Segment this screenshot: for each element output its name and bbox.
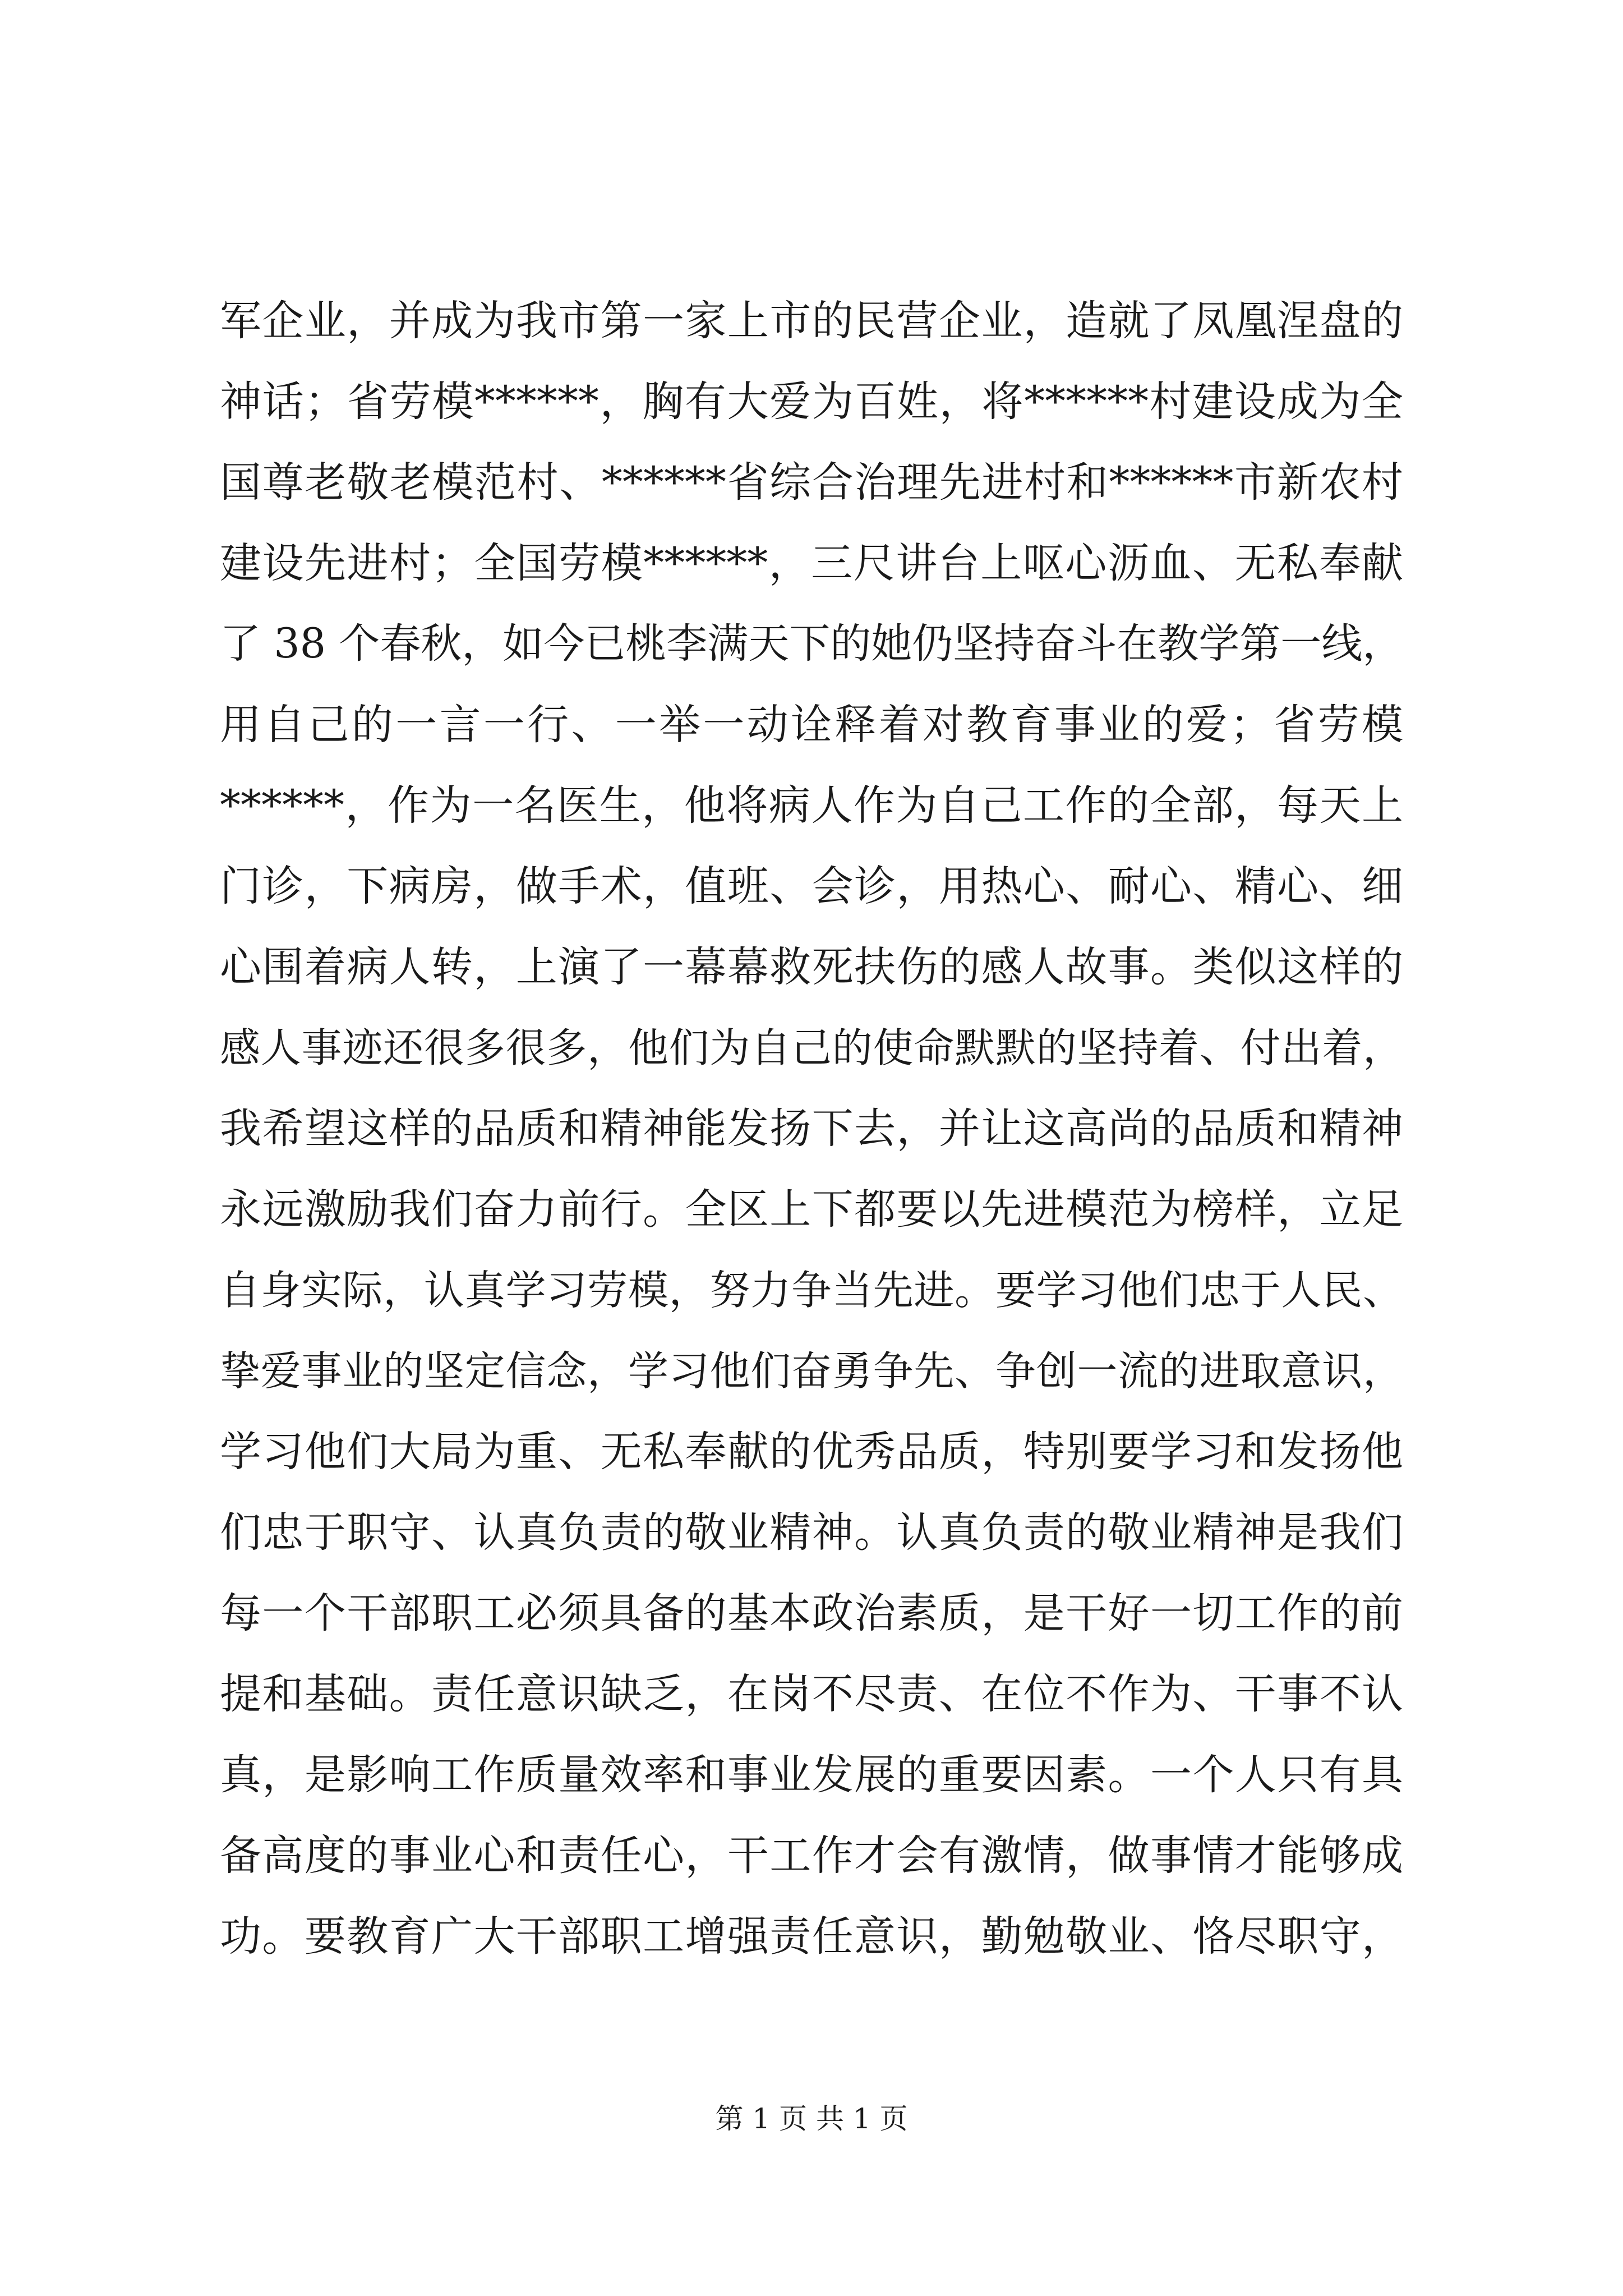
body-text bbox=[220, 280, 1403, 1977]
text-line: 挚爱事业的坚定信念，学习他们奋勇争先、争创一流的进取意识， bbox=[220, 1347, 1403, 1395]
text-line: 神话；省劳模******，胸有大爱为百姓，将******村建设成为全 bbox=[220, 378, 1403, 426]
text-line: 备高度的事业心和责任心，干工作才会有激情，做事情才能够成 bbox=[220, 1832, 1403, 1880]
text-line: 真，是影响工作质量效率和事业发展的重要因素。一个人只有具 bbox=[220, 1751, 1403, 1799]
text-line: 建设先进村；全国劳模******，三尺讲台上呕心沥血、无私奉献 bbox=[220, 539, 1403, 587]
text-line: 自身实际，认真学习劳模，努力争当先进。要学习他们忠于人民、 bbox=[220, 1267, 1403, 1314]
text-line: 永远激励我们奋力前行。全区上下都要以先进模范为榜样，立足 bbox=[220, 1185, 1403, 1234]
text-line: 心围着病人转，上演了一幕幕救死扶伤的感人故事。类似这样的 bbox=[220, 943, 1403, 991]
text-line: 用自己的一言一行、一举一动诠释着对教育事业的爱；省劳模 bbox=[220, 701, 1403, 749]
text-line: 门诊，下病房，做手术，值班、会诊，用热心、耐心、精心、细 bbox=[220, 862, 1403, 910]
text-line: 我希望这样的品质和精神能发扬下去，并让这高尚的品质和精神 bbox=[220, 1105, 1403, 1153]
text-line: 功。要教育广大干部职工增强责任意识，勤勉敬业、恪尽职守， bbox=[220, 1912, 1403, 1961]
page-footer bbox=[0, 2099, 1623, 2138]
text-line: 学习他们大局为重、无私奉献的优秀品质，特别要学习和发扬他 bbox=[220, 1428, 1403, 1476]
text-line: 感人事迹还很多很多，他们为自己的使命默默的坚持着、付出着， bbox=[220, 1024, 1403, 1071]
page-number-label: 第 1 页 共 1 页 bbox=[715, 2102, 908, 2135]
text-line: 每一个干部职工必须具备的基本政治素质，是干好一切工作的前 bbox=[220, 1589, 1403, 1637]
text-line: 提和基础。责任意识缺乏，在岗不尽责、在位不作为、干事不认 bbox=[220, 1670, 1403, 1718]
text-line: 国尊老敬老模范村、******省综合治理先进村和******市新农村 bbox=[220, 458, 1403, 507]
text-line: ******，作为一名医生，他将病人作为自己工作的全部，每天上 bbox=[220, 781, 1403, 830]
text-line: 了 38 个春秋，如今已桃李满天下的她仍坚持奋斗在教学第一线， bbox=[220, 620, 1404, 668]
text-line: 军企业，并成为我市第一家上市的民营企业，造就了凤凰涅盘的 bbox=[220, 297, 1403, 345]
text-line: 们忠于职守、认真负责的敬业精神。认真负责的敬业精神是我们 bbox=[220, 1508, 1403, 1557]
